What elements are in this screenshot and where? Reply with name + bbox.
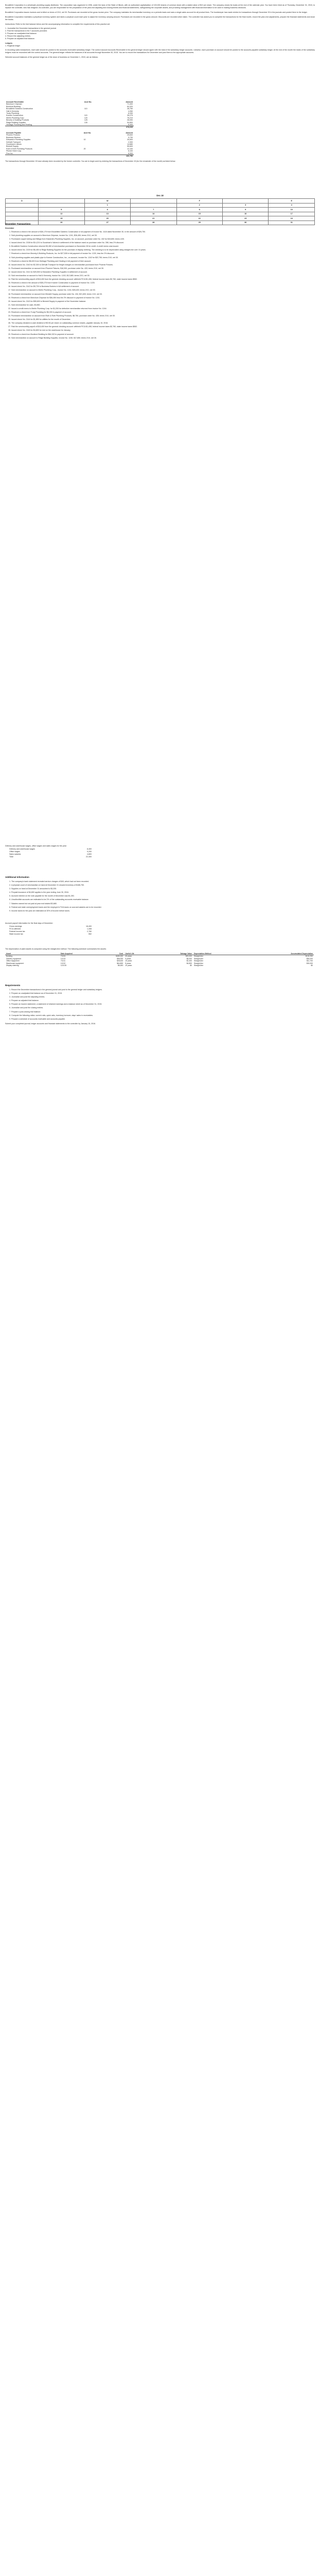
transaction-item: 24. Purchased merchandise on account from Ruth & Roth Plumbing Products, $8,750, purchase order No. 435; terms 2/10, net 30. — [11, 315, 315, 317]
asset-cell: 12/1/15 — [60, 964, 67, 967]
t-accounts-intro: The transactions through December 15 have already been recorded by the former controller. You are to begin work by entering the transactions of December 15 (for the remainder of the month) as listed below. — [5, 160, 176, 163]
transaction-item: 3. Purchased copper tubing and fittings from Edwards's Plumbing Supplies, Inc. on account, purchase order No. 432 for $15,800; terms n/30. — [11, 238, 315, 241]
calendar-cell: 9 — [222, 208, 268, 212]
note-item: 8. Federal and state unemployment taxes and the employer's FICA taxes on accrued salaries are to be recorded. — [11, 906, 315, 909]
sub-label: Sales salaries — [9, 853, 21, 855]
asset-cell: $11,700 — [306, 960, 313, 962]
wages-section — [5, 845, 315, 859]
asset-cell: $0 — [311, 964, 313, 967]
col-header: Acct No. — [83, 131, 92, 134]
note-item: 4. Prepaid insurance of $4,800 applies to the year ending June 30, 2016. — [11, 891, 315, 894]
instruction-item: 5. Prepare an adjusted trial balance. — [5, 38, 35, 40]
calendar-grid — [5, 198, 315, 226]
assets-header: Useful Life — [124, 953, 154, 955]
asset-cell: $4,800 — [186, 962, 192, 964]
transaction-item: 2. Sold plumbing supplies on account to Beechum Chipman, invoice No. 1241, $36,450; terms 2/10, net 30. — [11, 234, 315, 237]
note-item: 1. The company's bank statement revealed service charges of $45, which had not been recorded. — [11, 880, 315, 883]
asset-cell: Building — [6, 955, 13, 958]
calendar-letter: D — [6, 198, 39, 203]
calendar-letter — [39, 198, 84, 203]
sub-label: Gross earnings — [9, 925, 22, 927]
wages-title: Delivery and warehouse wages, office wages and sales wages for the year: — [5, 845, 67, 847]
account-number: 20 — [83, 147, 86, 150]
transaction-item: 27. Paid the semimonthly payroll of $18,400 from the general checking account: withheld FICA $1,408, federal income taxes $2,760, state income taxes $552. — [11, 326, 315, 328]
calendar-cell: 22 — [176, 216, 222, 221]
calendar-cell: 19 — [39, 216, 84, 221]
transaction-item: 10. Issued check No. 2140 for $2,300 to DeKalb Transport for freight charges on merchandise purchased from Phoenix Fixtures. — [11, 264, 315, 266]
asset-cell: 7/1/11 — [60, 960, 66, 962]
accrued-title: Accrued payroll information for the final days of December: — [5, 922, 54, 924]
account-amount: 76,210 — [127, 116, 133, 119]
asset-cell: 40 years — [125, 955, 132, 958]
calendar-cell: 20 — [84, 216, 130, 221]
asset-cell: $20,000 — [185, 955, 192, 958]
note-item: 5. Accrued interest on the note payable for the month of December was $1,250. — [11, 895, 315, 897]
sub-value: 552 — [88, 933, 92, 935]
intro-paragraph: Brookfield Corporation issues invoices and is billed on terms of 2/10, net 30. Purchases are recorded at the gross invoice price. The company maintains its merchandise inventory on a periodic basis and uses a single sales account for all product lines. The bookkeeper has made entries for transactions through December 30 in the journals and posted them to the ledger. — [5, 11, 308, 13]
account-name: Business Brokers — [6, 136, 21, 139]
december-section — [5, 223, 315, 341]
sub-row — [9, 856, 315, 858]
calendar-cell: 10 — [269, 208, 315, 212]
transaction-item: 28. Issued check No. 2145 for $4,800 for rent on the warehouse for January. — [11, 329, 315, 332]
ledgers-subheading: 1. Regional ledger — [5, 44, 21, 47]
asset-cell: $96,000 — [117, 957, 123, 960]
transaction-list — [5, 231, 315, 340]
calendar-title: Dec 18 — [156, 194, 164, 197]
assets-table — [5, 953, 314, 967]
sub-row — [9, 933, 315, 936]
instruction-item: 2. Post the transactions to the T-accounts provided. — [5, 30, 47, 32]
transaction-item: 26. The company declared a cash dividend of $0.50 per share on outstanding common shares, payable January 15, 2016. — [11, 322, 315, 325]
instruction-item: 3. Prepare an unadjusted trial balance. — [5, 32, 37, 35]
calendar-cell: 24 — [269, 216, 315, 221]
calendar-letter — [131, 198, 176, 203]
asset-cell: Office equipment — [6, 960, 20, 962]
requirement-item: 9. Prepare a schedule of accounts receivable and accounts payable. — [11, 1018, 315, 1021]
sub-label: State income tax — [9, 933, 23, 935]
calendar-row — [6, 208, 315, 212]
transaction-item: 9. Received a check for $8,400 from Heritage Plumbing and Heating in full payment of their account. — [11, 260, 315, 263]
wages-list — [9, 848, 315, 858]
account-amount: 9,730 — [128, 136, 133, 139]
calendar-cell: 7 — [131, 208, 176, 212]
asset-row — [5, 964, 314, 967]
account-amount: 6,330 — [128, 112, 133, 115]
asset-cell: Straight-line — [193, 955, 204, 958]
account-name: Beechum Chipman — [6, 103, 22, 106]
asset-cell: Straight-line — [193, 957, 204, 960]
instruction-item: 4. Record the adjusting entries. — [5, 35, 31, 38]
transaction-item: 30. Sold merchandise on account to Ridge Building Supplies, invoice No. 1245, $17,650; terms 2/10, net 30. — [11, 337, 315, 340]
account-number: 115 — [84, 114, 87, 117]
transaction-item: 8. Sold plumbing supplies and plastic pipe to Kramer Construction, Inc., on account, invoice No. 1242 for $22,750; terms 2/10, net 30. — [11, 257, 315, 259]
asset-cell: 1/1/12 — [60, 962, 66, 964]
note-item: 9. Income taxes for the year are estimated at 30% of income before taxes. — [11, 910, 315, 912]
transaction-item: 14. Paid the semimonthly payroll of $18,400 from the general checking account: withheld FICA $1,408, federal income taxes $2,760, state income taxes $552. — [11, 278, 315, 281]
sub-value: 2,760 — [87, 930, 92, 933]
calendar-cell: 14 — [131, 212, 176, 216]
calendar-cell: 1 — [84, 203, 130, 208]
sub-label: Office wages — [9, 850, 20, 853]
calendar-cell: 12 — [39, 212, 84, 216]
sub-label: Delivery and warehouse wages — [9, 848, 35, 850]
intro-paragraph: Brookfield Corporation maintains a perpetual inventory system and takes a physical count each year to adjust the inventory carrying amount. Purchases are recorded in the gross amount. Discounts are recorded when taken. The controller has asked you to complete the transactions for the final month, record the year-end adjustments, prepare the financial statements and close the books. — [5, 15, 315, 21]
account-name: Hall & Kennedy — [6, 110, 19, 112]
transaction-item: 22. Issued a credit memo to Merlin Plumbing Corp. for $1,200 for defective merchandise returned from invoice No. 1244. — [11, 308, 315, 310]
account-name: Brickett Supply — [6, 145, 19, 148]
assets-header: Salvage Value — [155, 953, 193, 955]
requirement-item: 2. Prepare an unadjusted trial balance as of December 31, 2015. — [11, 992, 315, 995]
account-amount: 71,400 — [127, 103, 133, 106]
calendar-cell: 4 — [269, 203, 315, 208]
accrued-list — [9, 925, 315, 936]
account-name: Pitcher Steel Corp. — [6, 150, 22, 152]
calendar-row — [6, 216, 315, 221]
intro-paragraph: Instructions: Refer to the trial balance below and the accompanying information to complete the requirements of this practice set. — [5, 23, 111, 25]
accrued-payroll-section — [5, 922, 315, 936]
account-name: Beverly & Building Products — [6, 119, 29, 122]
col-header: Amount — [126, 101, 133, 103]
transaction-item: 23. Received a check from Trudy Plumbing for $6,330 in payment of account. — [11, 311, 315, 314]
asset-cell: $6,450 — [117, 964, 123, 967]
calendar-cell: 28 — [131, 221, 176, 225]
calendar-letter: W — [84, 198, 130, 203]
receivables-table — [5, 101, 134, 129]
calendar-cell: 29 — [176, 221, 222, 225]
account-name: Ruth & Roth Plumbing Products — [6, 147, 32, 150]
col-header: Amount — [126, 131, 133, 134]
account-number: 120 — [84, 116, 87, 119]
asset-cell: $2,400 — [186, 960, 192, 962]
account-amount: 8,400 — [128, 124, 133, 126]
requirements-heading: Requirements — [5, 984, 21, 987]
calendar-letter: E — [269, 198, 315, 203]
account-name: Phoenix Fixtures — [6, 134, 20, 137]
assets-header: Cost — [98, 953, 125, 955]
calendar-cell: 26 — [39, 221, 84, 225]
account-name: Merlin Plumbing Corp. — [6, 116, 25, 119]
account-amount: 2,300 — [128, 141, 133, 143]
sub-value: 8,400 — [87, 848, 92, 850]
account-number: 110 — [84, 108, 87, 110]
asset-cell: $28,400 — [117, 960, 123, 962]
asset-cell: Straight-line — [193, 960, 204, 962]
notes-section — [5, 876, 315, 913]
transaction-item: 15. Received a check in the amount of $35,275 from Kramer Construction in payment of invoice No. 1225. — [11, 282, 315, 284]
account-name: Kramer Construction — [6, 114, 23, 117]
total-value: 160,750 — [109, 155, 134, 157]
asset-cell: $6,000 — [186, 957, 192, 960]
transaction-item: 17. Sold merchandise on account to Merlin Plumbing Corp., invoice No. 1244, $28,400; terms 2/10, net 30. — [11, 289, 315, 292]
payables-table — [5, 132, 134, 157]
calendar-cell: 13 — [84, 212, 130, 216]
account-amount: 28,750 — [127, 108, 133, 110]
calendar-cell: 30 — [222, 221, 268, 225]
calendar-cell: 15 — [176, 212, 222, 216]
asset-cell: Display shelving — [6, 964, 19, 967]
account-amount: 14,680 — [127, 143, 133, 145]
transaction-item: 5. Brookfield Gardens Construction returned $2,450 of merchandise purchased on November 28 for credit. A credit memo was issued. — [11, 245, 315, 248]
transaction-item: 4. Issued check No. 2138 for $14,210 to Goodman's Valves in settlement of the balance owed on purchase order No. 398, less 2% discount. — [11, 242, 315, 244]
calendar-cell — [6, 203, 39, 208]
calendar-row — [6, 212, 315, 216]
transaction-item: 7. Received a check from Beverly & Building Products, Inc. for $27,528 in full payment of invoice No. 1220, less the 2% discount. — [11, 252, 315, 255]
account-number: 130 — [84, 121, 87, 124]
requirement-item: 7. Prepare a post-closing trial balance. — [11, 1011, 315, 1013]
total-label — [5, 126, 83, 129]
account-amount: 12,100 — [127, 147, 133, 150]
balances-section — [5, 101, 315, 165]
notes-heading: Additional Information — [5, 876, 29, 878]
december-heading: December Transactions — [5, 223, 31, 225]
sub-value: 4,800 — [87, 853, 92, 855]
account-name: Ridge Building Supplies — [6, 121, 26, 124]
transaction-item: 13. Sold merchandise on account to Hall & Kennedy, invoice No. 1243, $12,680; terms 2/10, net 30. — [11, 275, 315, 277]
requirement-item: 8. Compute the following ratios: current ratio, quick ratio, inventory turnover, days' sales in receivables. — [11, 1014, 315, 1017]
asset-cell: Straight-line — [193, 964, 204, 967]
account-amount: 64,320 — [127, 105, 133, 108]
note-item: 2. A physical count of merchandise on hand at December 31 showed inventory of $186,750. — [11, 884, 315, 887]
account-amount: 55,600 — [127, 145, 133, 148]
asset-cell: 1/1/13 — [60, 957, 66, 960]
calendar-cell: 8 — [176, 208, 222, 212]
account-name: Trudy Plumbing — [6, 112, 20, 115]
trial-balance-intro: Selected account balances of the general ledger as of the close of business on December 1, 2015, are as follows: — [5, 56, 98, 58]
requirements-list — [5, 989, 315, 1021]
requirements-section — [5, 984, 315, 1027]
asset-cell: 8 years — [125, 962, 131, 964]
account-amount: 8,900 — [128, 152, 133, 155]
account-name: Edwards's Plumbing Supplies — [6, 139, 31, 141]
asset-cell: 10 years — [125, 964, 132, 967]
calendar-grid-section — [5, 195, 315, 225]
account-amount: 28,090 — [127, 119, 133, 122]
account-amount: 25,500 — [127, 139, 133, 141]
calendar-cell: 21 — [131, 216, 176, 221]
assets-section — [5, 948, 315, 967]
december-subheading: December — [5, 227, 14, 229]
calendar-letter — [222, 198, 268, 203]
requirement-item: 4. Prepare an adjusted trial balance. — [11, 999, 315, 1002]
transaction-item: 11. Purchased merchandise on account from Phoenix Fixtures, $18,300, purchase order No. 433; terms 2/10, net 30. — [11, 267, 315, 270]
col-header: Account Payable — [6, 131, 21, 134]
sub-label: FICA withheld — [9, 927, 21, 930]
sub-label: Total — [9, 855, 13, 858]
notes-list — [5, 880, 315, 912]
asset-cell: 7/1/04 — [60, 955, 66, 958]
calendar-cell: 16 — [222, 212, 268, 216]
requirements-closing: Submit your completed journal, ledger accounts and financial statements to the controller by January 15, 2016. — [5, 1022, 96, 1025]
instruction-item: 1. Journalize the December transactions in the general journal. — [5, 27, 57, 30]
transaction-item: 6. Issued check No. 2139 for $6,450 to Ridge Building Supplies for the purchase of display shelving. The shelving is to be depreciated using straight-line over 10 years. — [11, 249, 315, 251]
note-item: 3. Supplies on hand at December 31 amounted to $3,200. — [11, 888, 315, 890]
calendar-cell: 2 — [176, 203, 222, 208]
calendar-cell: 6 — [84, 208, 130, 212]
account-number: 10 — [83, 139, 86, 141]
calendar-cell — [39, 203, 84, 208]
transaction-item: 1. Received a check in the amount of $26,175 from Brookfield Gardens Construction in full payment of invoice No. 1118 dated November 30, in the amount of $26,750. — [11, 231, 315, 233]
asset-cell: Delivery equipment — [6, 957, 22, 960]
account-name: Bocklord Building — [6, 105, 21, 108]
account-amount: 25,840 — [127, 134, 133, 137]
assets-header: Date Acquired — [60, 953, 98, 955]
transaction-item: 21. Sold merchandise for cash, $3,850. — [11, 304, 315, 307]
asset-cell: $30,000 — [306, 962, 313, 964]
account-name: Brookfield Gardens Construction — [6, 108, 33, 110]
asset-cell: $132,250 — [305, 955, 313, 958]
asset-cell: $480,000 — [116, 955, 123, 958]
total-value: 378,035 — [109, 126, 134, 129]
sub-value: 22,400 — [86, 855, 92, 858]
asset-cell: 5 years — [125, 957, 131, 960]
sub-value: 1,408 — [87, 927, 92, 930]
assets-header: Accumulated Depreciation — [247, 953, 314, 955]
asset-cell: Warehouse equipment — [6, 962, 24, 964]
account-name: Goodman's Valves — [6, 143, 22, 145]
col-header: Account Receivable — [6, 101, 24, 103]
calendar-cell — [131, 203, 176, 208]
assets-header: Depreciation Method — [193, 953, 247, 955]
account-amount: 4,260 — [128, 110, 133, 112]
sub-value: 9,200 — [87, 850, 92, 853]
account-number: 125 — [84, 119, 87, 122]
requirement-item: 3. Journalize and post the adjusting entries. — [11, 996, 315, 998]
asset-cell: $54,000 — [306, 957, 313, 960]
sub-label: Federal income tax — [9, 930, 25, 933]
calendar-cell: 27 — [84, 221, 130, 225]
account-amount: 6,100 — [128, 150, 133, 152]
calendar-cell: 17 — [269, 212, 315, 216]
account-name: Finn Inc. — [6, 152, 13, 155]
instruction-list — [5, 27, 315, 40]
note-item: 7. Salaries earned but not paid at year end totaled $3,680. — [11, 903, 315, 905]
calendar-cell — [6, 208, 39, 212]
assets-header: Asset — [5, 953, 60, 955]
calendar-cell: 3 — [222, 203, 268, 208]
asset-cell: $64,800 — [117, 962, 123, 964]
transaction-item: 19. Received a check from Beechum Chipman for $36,450 less the 2% discount in payment of invoice No. 1241. — [11, 297, 315, 299]
transaction-item: 29. Received a check from Bocklord Building for $64,320 in payment of account. — [11, 333, 315, 336]
calendar-cell — [6, 216, 39, 221]
transaction-item: 20. Issued check No. 2143 for $55,600 to Brickett Supply in payment of the November balance. — [11, 300, 315, 303]
account-name: Heritage Plumbing and Heating — [6, 124, 32, 126]
calendar-cell — [6, 212, 39, 216]
calendar-cell: 23 — [222, 216, 268, 221]
col-header: Acct No. — [84, 101, 92, 103]
asset-cell: $0 — [190, 964, 192, 967]
requirement-item: 1. Record the December transactions in the general journal and post to the general ledger and subsidiary ledgers. — [11, 989, 315, 991]
transaction-item: 18. Purchased merchandise on account from Brickett Supply, purchase order No. 434, $21,600; terms 1/10, net 30. — [11, 293, 315, 296]
note-item: 6. Uncollectible accounts are estimated to be 2% of the outstanding accounts receivable balance. — [11, 899, 315, 901]
account-name: DeKalb Transport — [6, 141, 21, 143]
ledgers-text: In recording sales transactions, each sale should be posted to the accounts receivable subsidiary ledger. The control account Accounts Receivable in the general ledger should agree with the total of the subsidiary ledger accounts. Likewise, each purchase on account should be posted to the accounts payable subsidiary ledger. At the end of the month the totals of the subsidiary ledgers must be reconciled with the control accounts. The general ledger reflects the balances of all accounts through November 30, 2015. You are to record the transactions for December and post them to the appropriate accounts. — [5, 48, 315, 54]
asset-cell: Straight-line — [193, 962, 204, 964]
ledgers-heading: Ledgers — [5, 42, 12, 44]
intro-section — [5, 4, 315, 61]
transaction-item: 16. Issued check No. 2142 for $9,730 to Business Brokers in full settlement of account. — [11, 285, 315, 288]
calendar-cell: 31 — [269, 221, 315, 225]
transaction-item: 12. Issued check No. 2141 for $25,500 to Edwards's Plumbing Supplies in settlement of account. — [11, 271, 315, 274]
assets-intro: The depreciation of plant assets is computed using the straight-line method. The following schedule summarizes the assets: — [5, 948, 106, 950]
calendar-letter: F — [176, 198, 222, 203]
asset-cell: 10 years — [125, 960, 132, 962]
account-amount: 35,275 — [127, 114, 133, 117]
transaction-item: 25. Issued check No. 2144 for $1,850 for utilities for the month of December. — [11, 318, 315, 321]
calendar-cell: 5 — [39, 208, 84, 212]
account-amount: 54,800 — [127, 121, 133, 124]
requirement-item: 6. Journalize and post the closing entries. — [11, 1007, 315, 1009]
sub-value: 18,400 — [86, 925, 92, 927]
intro-paragraph: Brookfield Corporation is a wholesale plumbing supply distributor. The corporation was organized in 1996, under the laws of the State of Illinois, with an authorized capitalization of 100,000 shares of common stock with a stated value of $10 per share. The company closes its books at the end of the calendar year. You have been hired as of Thursday, December 31, 2015, to replace the controller, who has resigned. As controller, you are responsible for the preparation of the year-end adjusting and closing entries and financial statements, safeguarding the corporate assets, and providing management with financial information to be used in making business decisions. — [5, 4, 315, 9]
requirement-item: 5. Prepare an income statement, a statement of retained earnings and a balance sheet as of December 31, 2015. — [11, 1003, 315, 1006]
